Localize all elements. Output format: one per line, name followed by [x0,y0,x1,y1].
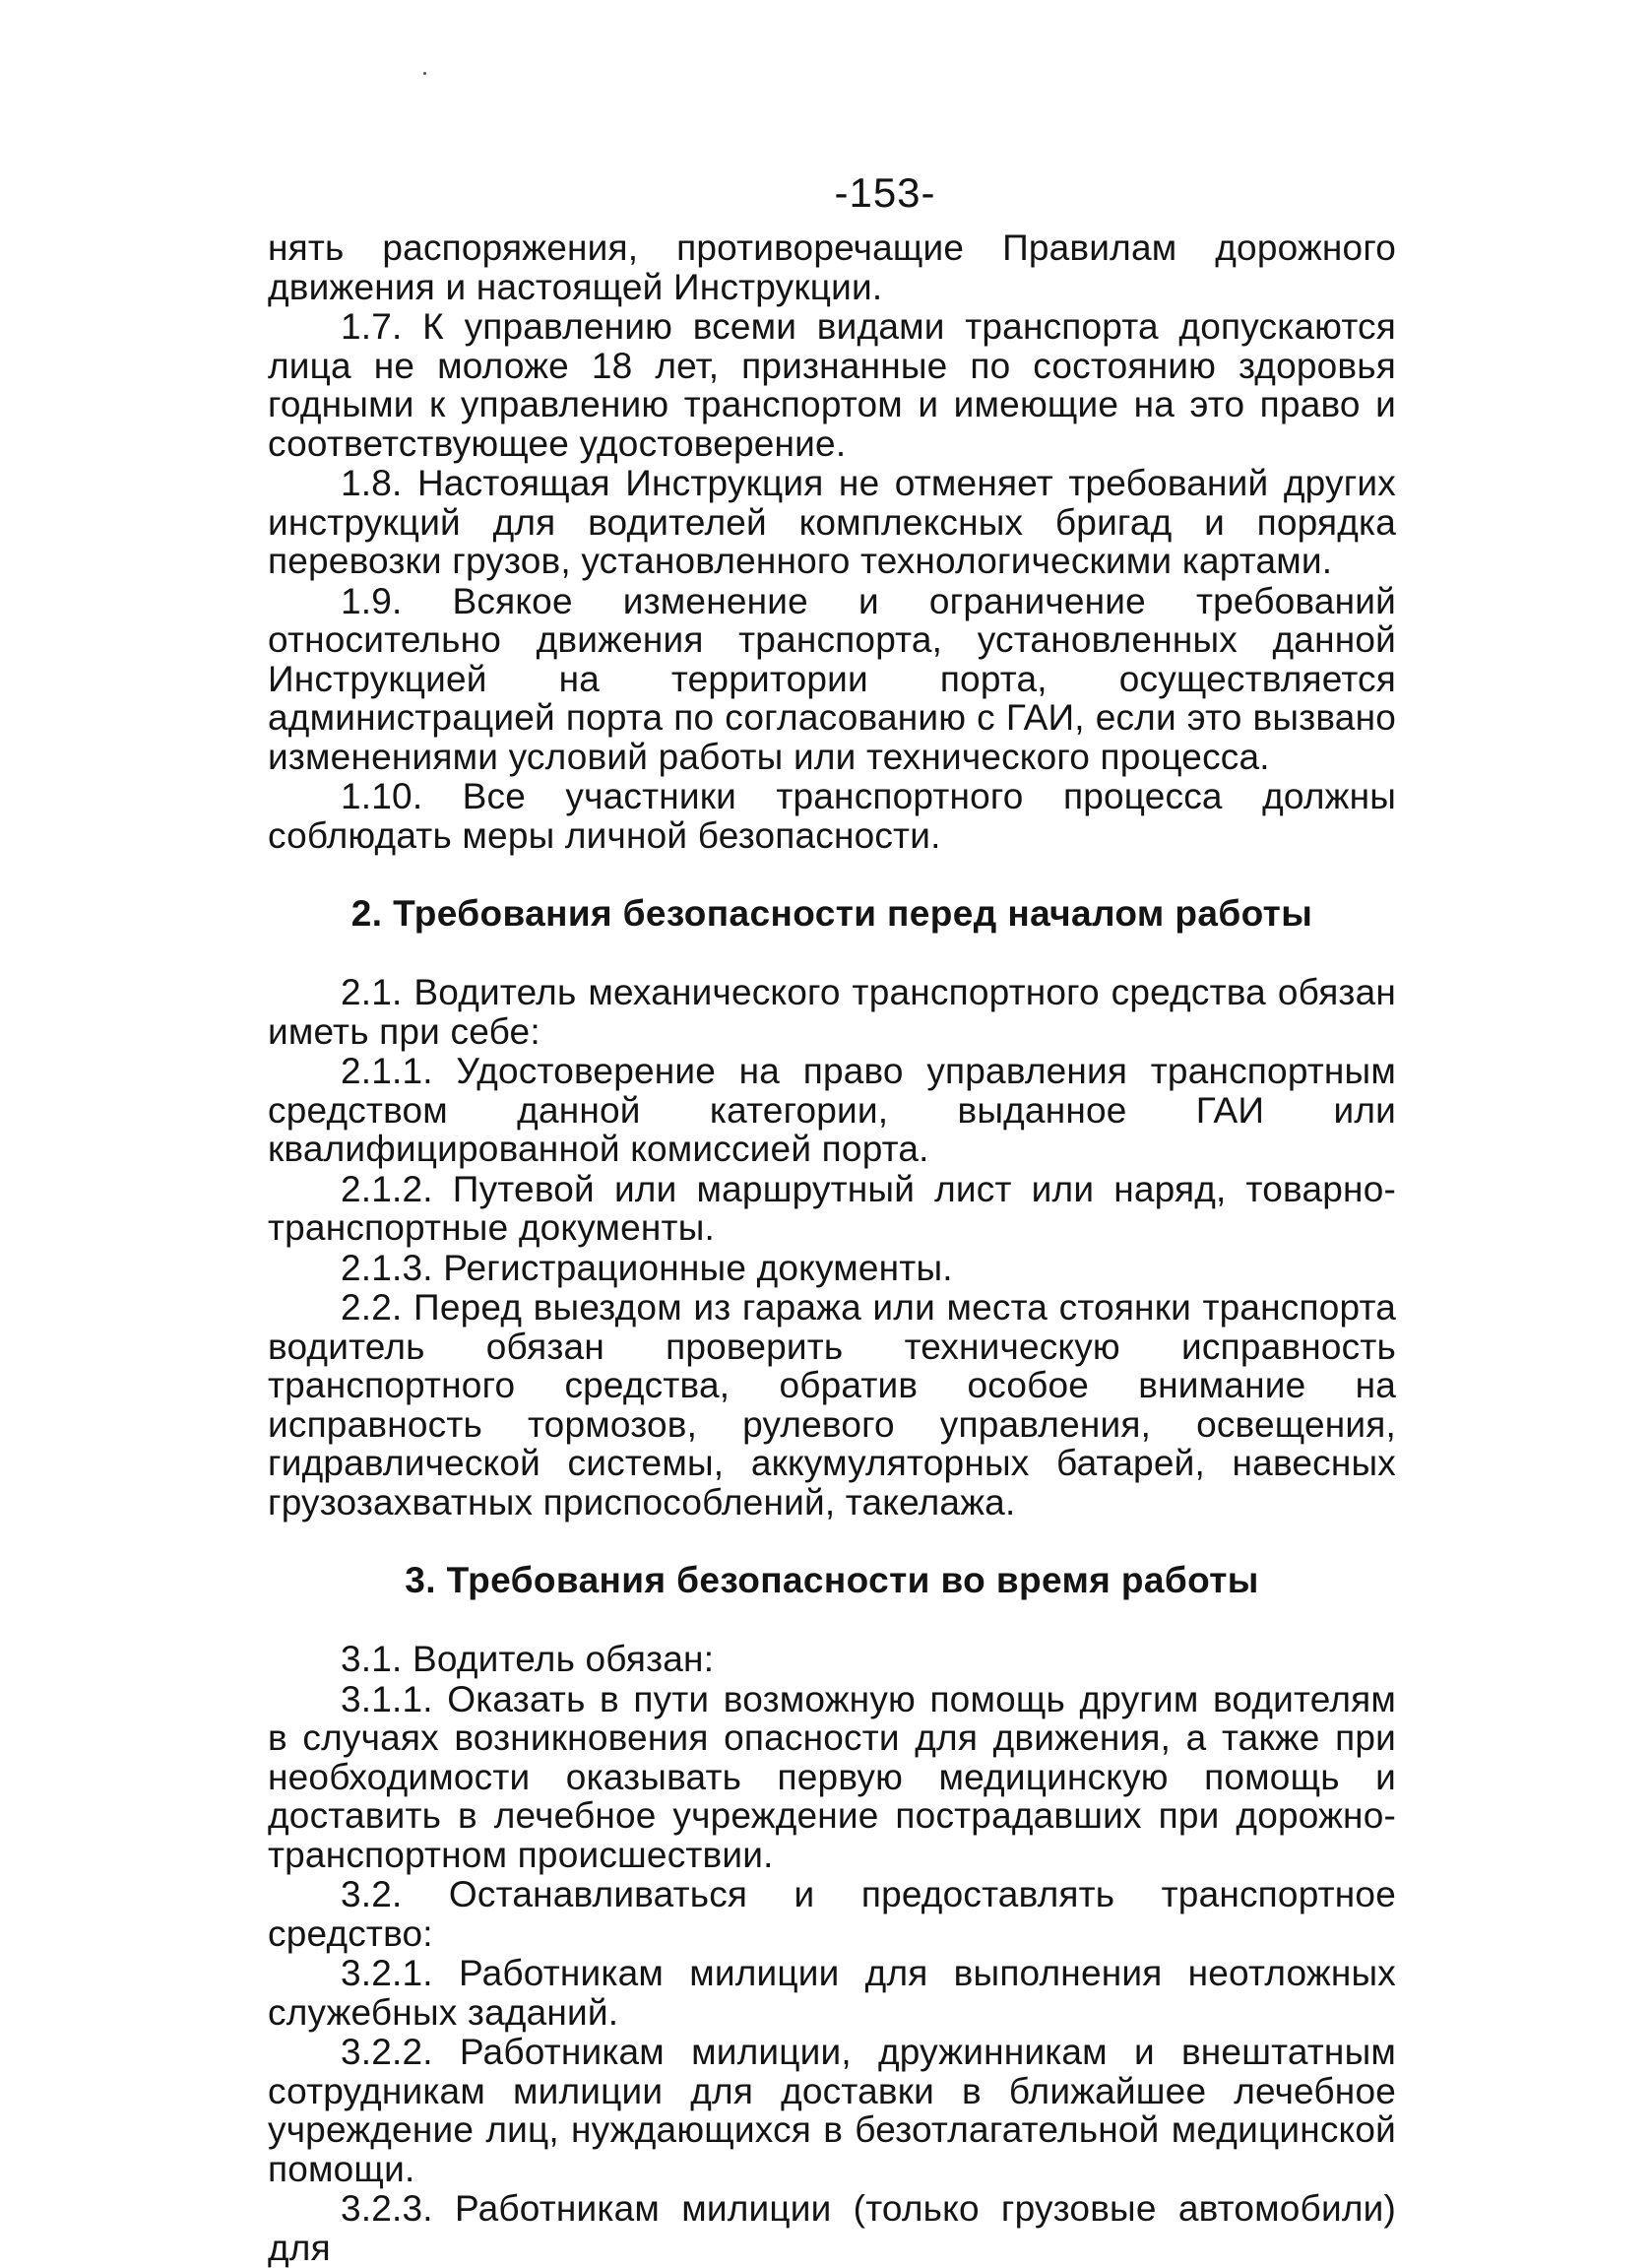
paragraph-3-2: 3.2. Останавливаться и предоставлять транспортное средство: [268,1874,1396,1954]
paragraph-3-2-2: 3.2.2. Работникам милиции, дружинникам и внештатным сотрудникам милиции для доставки в ближайшее лечебное учреждение лиц, нуждающихся в безотлагательной медицинской помощи. [268,2032,1396,2189]
paragraph-2-1-3: 2.1.3. Регистрационные документы. [341,1247,953,1288]
paragraph-continuation: нять распоряжения, противоречащие Правилам дорожного движения и настоящей Инструкции. [268,227,1396,307]
paragraph-2-1: 2.1. Водитель механического транспортного средства обязан иметь при себе: [268,972,1396,1052]
paragraph-3-1: 3.1. Водитель обязан: [341,1639,715,1679]
paragraph-2-1-2: 2.1.2. Путевой или маршрутный лист или наряд, товарно-транспортные документы. [268,1168,1396,1248]
section-2-heading: 2. Требования безопасности перед началом работы [350,893,1313,934]
paragraph-1-8: 1.8. Настоящая Инструкция не отменяет требований других инструкций для водителей комплексных бригад и порядка перевозки грузов, установленного технологическими картами. [268,463,1396,581]
paragraph-1-10: 1.10. Все участники транспортного процесса должны соблюдать меры личной безопасности. [268,776,1396,856]
paragraph-3-2-3: 3.2.3. Работникам милиции (только грузовые автомобили) для [268,2188,1396,2268]
paragraph-2-1-1: 2.1.1. Удостоверение на право управления транспортным средством данной категории, выданное ГАИ или квалифицированной комиссией порта. [268,1051,1396,1169]
page-number: -153- [834,169,936,216]
section-3-heading: 3. Требования безопасности во время работы [405,1560,1259,1600]
scan-speck [423,72,426,75]
paragraph-1-7: 1.7. К управлению всеми видами транспорта допускаются лица не моложе 18 лет, признанные по состоянию здоровья годными к управлению транспортом и имеющие на это право и соответствующее удостоверение. [268,306,1396,464]
paragraph-3-1-1: 3.1.1. Оказать в пути возможную помощь другим водителям в случаях возникновения опасности для движения, а также при необходимости оказывать первую медицинскую помощь и доставить в лечебное учреждение пострадавших при дорожно-транспортном происшествии. [268,1678,1396,1875]
paragraph-1-9: 1.9. Всякое изменение и ограничение требований относительно движения транспорта, установленных данной Инструкцией на территории порта, осуществляется администрацией порта по согласованию с ГАИ, если это вызвано изменениями условий работы или технического процесса. [268,580,1396,777]
paragraph-3-2-1: 3.2.1. Работникам милиции для выполнения неотложных служебных заданий. [268,1953,1396,2033]
document-page [268,228,1396,2268]
paragraph-2-2: 2.2. Перед выездом из гаража или места стоянки транспорта водитель обязан проверить техническую исправность транспортного средства, обратив особое внимание на исправность тормозов, рулевого управления, освещения, гидравлической системы, аккумуляторных батарей, навесных грузозахватных приспособлений, такелажа. [268,1287,1396,1523]
